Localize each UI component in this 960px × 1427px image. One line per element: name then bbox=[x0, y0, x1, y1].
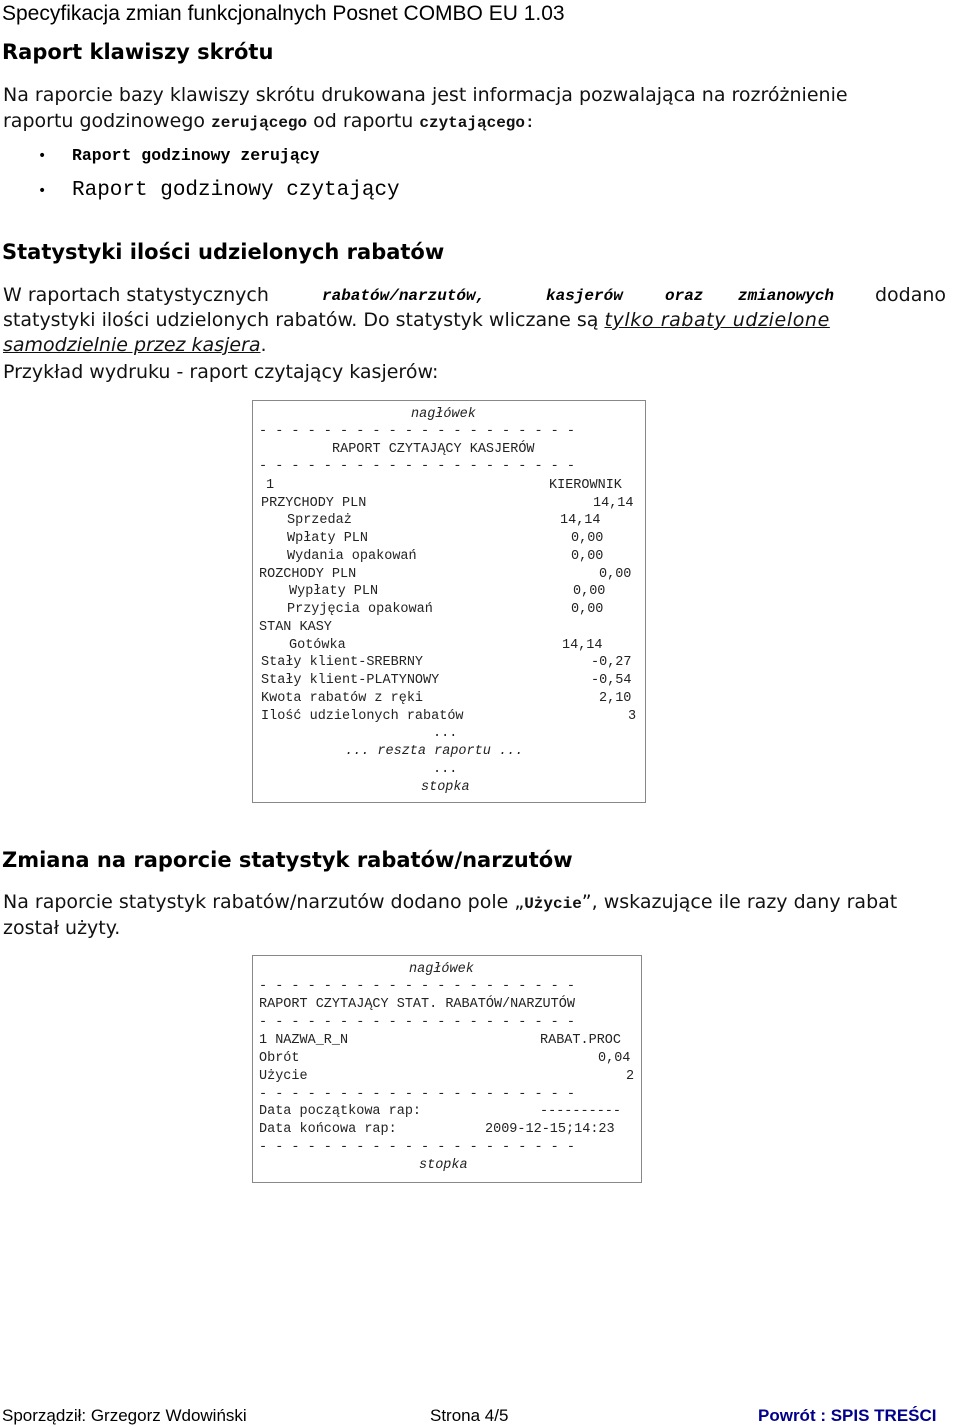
section2-line1-f: dodano bbox=[875, 284, 947, 306]
receipt-value: 3 bbox=[628, 709, 637, 724]
receipt-label: Ilość udzielonych rabatów bbox=[261, 709, 464, 724]
receipt-title: RAPORT CZYTAJĄCY KASJERÓW bbox=[332, 442, 535, 457]
term-rabatow-narzutow: rabatów/narzutów, bbox=[322, 287, 486, 305]
receipt-footer: stopka bbox=[419, 1158, 468, 1173]
term-oraz: oraz bbox=[665, 287, 704, 305]
receipt-separator: - - - - - - - - - - - - - - - - - - - - bbox=[259, 1015, 575, 1030]
receipt-separator: - - - - - - - - - - - - - - - - - - - - bbox=[259, 424, 575, 439]
receipt-title: RAPORT CZYTAJĄCY STAT. RABATÓW/NARZUTÓW bbox=[259, 997, 575, 1012]
section1-paragraph-line2 bbox=[3, 110, 535, 132]
receipt-value: 0,00 bbox=[571, 531, 604, 546]
receipt-discount-type: RABAT.PROC bbox=[540, 1033, 622, 1048]
section1-paragraph-line1: Na raporcie bazy klawiszy skrótu drukowana jest informacja pozwalająca na rozróżnienie bbox=[3, 84, 848, 106]
receipt-ellipsis: ... bbox=[433, 762, 458, 777]
receipt-separator: - - - - - - - - - - - - - - - - - - - - bbox=[259, 1140, 575, 1155]
term-kasjerow: kasjerów bbox=[546, 287, 623, 305]
receipt-ellipsis: ... bbox=[433, 726, 458, 741]
receipt-value: 14,14 bbox=[562, 638, 603, 653]
receipt-label: Stały klient-PLATYNOWY bbox=[261, 673, 440, 688]
receipt-label: Wypłaty PLN bbox=[289, 584, 379, 599]
section-heading-discount-stats: Statystyki ilości udzielonych rabatów bbox=[2, 240, 445, 264]
receipt-separator: - - - - - - - - - - - - - - - - - - - - bbox=[259, 1087, 575, 1102]
receipt-value: 0,04 bbox=[598, 1051, 631, 1066]
receipt-value: 2009-12-15;14:23 bbox=[485, 1122, 615, 1137]
text-span: raportu godzinowego bbox=[3, 110, 212, 132]
receipt-value: 0,00 bbox=[571, 602, 604, 617]
bullet-item-czytajacy: Raport godzinowy czytający bbox=[72, 179, 400, 202]
document-title: Specyfikacja zmian funkcjonalnych Posnet COMBO EU 1.03 bbox=[2, 2, 565, 25]
bullet-icon: • bbox=[38, 148, 47, 164]
text-span: ”, wskazujące ile razy dany rabat bbox=[581, 891, 898, 913]
footer-page-number: Strona 4/5 bbox=[430, 1406, 509, 1425]
section-heading-shortcut-keys: Raport klawiszy skrótu bbox=[2, 40, 274, 64]
receipt-label: STAN KASY bbox=[259, 620, 332, 635]
section2-line1-a: W raportach statystycznych bbox=[3, 284, 269, 306]
bullet-item-zerujacy: Raport godzinowy zerujący bbox=[72, 146, 320, 165]
receipt-value: 0,00 bbox=[571, 549, 604, 564]
receipt-value: -0,27 bbox=[591, 655, 632, 670]
section-heading-discount-report-change: Zmiana na raporcie statystyk rabatów/narzutów bbox=[2, 848, 573, 872]
term-czytajacy: czytającego: bbox=[419, 114, 535, 132]
receipt-discount-name: 1 NAZWA_R_N bbox=[259, 1033, 349, 1048]
receipt-label: Data końcowa rap: bbox=[259, 1122, 397, 1137]
bullet-icon: • bbox=[38, 183, 47, 199]
text-span: statystyki ilości udzielonych rabatów. Do statystyk wliczane są bbox=[3, 309, 599, 331]
receipt-label: PRZYCHODY PLN bbox=[261, 496, 367, 511]
footer-author: Sporządził: Grzegorz Wdowiński bbox=[2, 1406, 247, 1425]
receipt-label-usage: Użycie bbox=[259, 1069, 308, 1084]
receipt-header: nagłówek bbox=[409, 962, 474, 977]
receipt-label: Kwota rabatów z ręki bbox=[261, 691, 424, 706]
receipt-label: Sprzedaż bbox=[287, 513, 352, 528]
receipt-discount-stats-report bbox=[252, 955, 642, 1183]
receipt-value: 0,00 bbox=[599, 567, 632, 582]
receipt-label: Obrót bbox=[259, 1051, 300, 1066]
section3-paragraph-line1 bbox=[3, 891, 897, 913]
receipt-separator: - - - - - - - - - - - - - - - - - - - - bbox=[259, 459, 575, 474]
emphasis-tylko-rabaty: tylko rabaty udzielone bbox=[604, 309, 830, 331]
section2-line2 bbox=[3, 309, 830, 331]
receipt-value: 14,14 bbox=[560, 513, 601, 528]
receipt-label: Data początkowa rap: bbox=[259, 1104, 422, 1119]
receipt-label: Wpłaty PLN bbox=[287, 531, 369, 546]
section3-paragraph-line2: został użyty. bbox=[3, 917, 121, 939]
receipt-value: 14,14 bbox=[593, 496, 634, 511]
receipt-value: 0,00 bbox=[573, 584, 606, 599]
receipt-label: ROZCHODY PLN bbox=[259, 567, 357, 582]
receipt-cashier-name: KIEROWNIK bbox=[549, 478, 622, 493]
receipt-footer: stopka bbox=[421, 780, 470, 795]
text-span: od raportu bbox=[307, 110, 420, 132]
receipt-separator: - - - - - - - - - - - - - - - - - - - - bbox=[259, 979, 575, 994]
receipt-rest-of-report: ... reszta raportu ... bbox=[345, 744, 524, 759]
text-span: . bbox=[260, 334, 267, 356]
receipt-label: Przyjęcia opakowań bbox=[287, 602, 433, 617]
receipt-label: Stały klient-SREBRNY bbox=[261, 655, 424, 670]
receipt-cashier-report bbox=[252, 400, 646, 803]
receipt-value-usage: 2 bbox=[626, 1069, 635, 1084]
receipt-label: Gotówka bbox=[289, 638, 346, 653]
footer-toc-link[interactable]: Powrót : SPIS TREŚCI bbox=[758, 1406, 937, 1425]
receipt-label: Wydania opakowań bbox=[287, 549, 417, 564]
term-uzycie: Użycie bbox=[524, 895, 582, 913]
term-zerujacy: zerującego bbox=[211, 114, 308, 132]
receipt-value: ---------- bbox=[540, 1104, 622, 1119]
receipt-value: -0,54 bbox=[591, 673, 632, 688]
section2-line3 bbox=[3, 334, 267, 356]
receipt-header: nagłówek bbox=[411, 407, 476, 422]
receipt-cashier-number: 1 bbox=[266, 478, 275, 493]
emphasis-samodzielnie: samodzielnie przez kasjera bbox=[3, 334, 261, 356]
example-label: Przykład wydruku - raport czytający kasjerów: bbox=[3, 361, 439, 383]
receipt-value: 2,10 bbox=[599, 691, 632, 706]
term-zmianowych: zmianowych bbox=[738, 287, 835, 305]
text-span: Na raporcie statystyk rabatów/narzutów dodano pole „ bbox=[3, 891, 525, 913]
